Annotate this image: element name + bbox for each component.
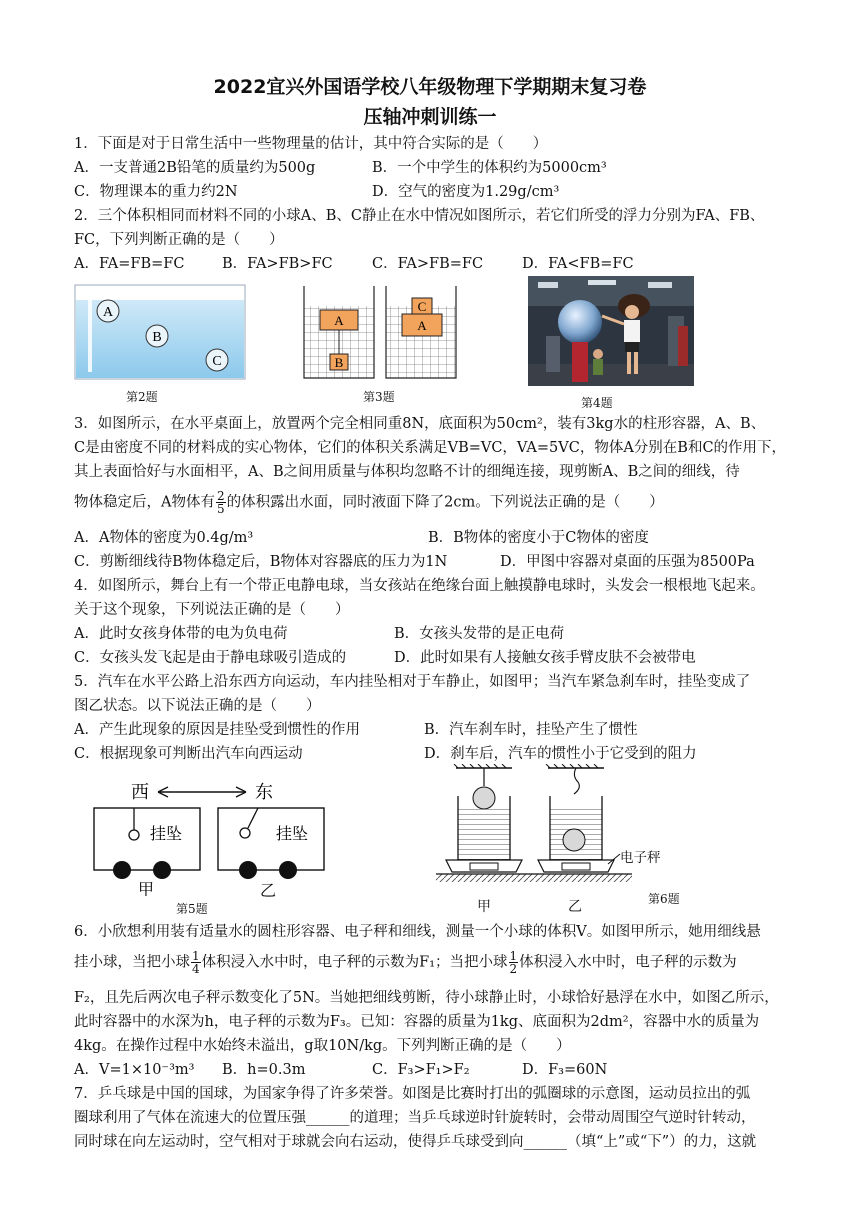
page-title: 2022宜兴外国语学校八年级物理下学期期末复习卷 (213, 76, 647, 98)
q6-option-b: B．h=0.3m (222, 1062, 306, 1078)
q3-block-b: B (334, 355, 344, 370)
q3-line-1: 3．如图所示，在水平桌面上，放置两个完全相同重8N，底面积为50cm²，装有3kg水的柱形容器，A、B、 (74, 416, 766, 432)
east-label: 东 (255, 782, 273, 803)
figure-q6 (432, 764, 692, 892)
q1-option-d: D．空气的密度为1.29g/cm³ (372, 184, 560, 200)
ball-a-label: A (102, 305, 114, 320)
figure-q2 (74, 284, 246, 380)
figure-q4-caption: 第4题 (581, 396, 613, 410)
q3-fraction (216, 490, 226, 515)
q6-fraction-half-numerator: 1 (509, 949, 518, 963)
figure-q4-photo (528, 276, 694, 386)
west-label: 西 (131, 782, 149, 803)
page-subtitle: 压轴冲刺训练一 (363, 106, 497, 128)
q5-line-2: 图乙状态。以下说法正确的是（ ） (74, 698, 321, 714)
q4-option-b: B．女孩头发带的是正电荷 (394, 626, 565, 642)
q6-line-4: 此时容器中的水深为h，电子秤的示数为F₃。已知：容器的质量为1kg、底面积为2dm²，容器中水的质量为 (74, 1014, 760, 1030)
q4-line-2: 关于这个现象，下列说法正确的是（ ） (74, 602, 350, 618)
q3-option-c: C．剪断细线待B物体稳定后，B物体对容器底的压力为1N (74, 554, 448, 570)
q3-option-d: D．甲图中容器对桌面的压强为8500Pa (500, 554, 755, 570)
figure-q3-caption: 第3题 (363, 390, 395, 404)
car-yi (218, 808, 324, 870)
q6-line-1: 6．小欣想利用装有适量水的圆柱形容器、电子秤和细线，测量一个小球的体积V。如图甲所示，她用细线悬 (74, 924, 761, 940)
q3-line-2: C是由密度不同的材料成的实心物体，它们的体积关系满足VB=VC，VA=5VC，物体A分别在B和C的作用下， (74, 440, 787, 456)
q6-option-d: D．F₃=60N (522, 1062, 608, 1078)
q4-option-c: C．女孩头发飞起是由于静电球吸引造成的 (74, 650, 347, 666)
q3-line-4-start: 物体稳定后，A物体有 (74, 494, 215, 511)
q3-option-a: A．A物体的密度为0.4g/m³ (74, 530, 254, 546)
q7-line-2: 圈球利用了气体在流速大的位置压强______的道理；当乒乓球逆时针旋转时，会带动周围空气逆时针转动， (74, 1110, 756, 1126)
q5-option-b: B．汽车刹车时，挂坠产生了惯性 (424, 722, 638, 738)
q3-block-a-left: A (334, 313, 344, 328)
q6-line-2-end: 体积浸入水中时，电子秤的示数为 (519, 954, 737, 971)
q3-block-a-right: A (417, 318, 427, 333)
q6-fraction-half-denominator: 2 (509, 962, 518, 976)
figure-q6-caption: 第6题 (648, 892, 680, 906)
q3-line-4-end: 的体积露出水面，同时液面下降了2cm。下列说法正确的是（ ） (226, 494, 664, 511)
q6-line-3: F₂，且先后两次电子秤示数变化了5N。当她把细线剪断，待小球静止时，小球恰好悬浮在水中，如图乙所示， (74, 990, 779, 1006)
q6-fraction-quarter-numerator: 1 (192, 949, 200, 963)
q2-option-b: B．FA>FB>FC (222, 256, 333, 272)
figure-q2-caption: 第2题 (126, 390, 158, 404)
q5-option-c: C．根据现象可判断出汽车向西运动 (74, 746, 303, 762)
q6-line-2-middle: 体积浸入水中时，电子秤的示数为F₁；当把小球 (201, 954, 508, 971)
q6-fraction-half (509, 950, 519, 975)
pendant-label-yi: 挂坠 (275, 824, 309, 843)
q3-fraction-numerator: 2 (216, 489, 225, 503)
q3-block-c: C (417, 299, 427, 314)
q1-stem: 1．下面是对于日常生活中一些物理量的估计，其中符合实际的是（ ） (74, 136, 548, 152)
scale-label: 电子秤 (620, 850, 661, 866)
figure-q3 (302, 284, 460, 380)
q6-fraction-quarter-denominator: 4 (192, 962, 200, 976)
q3-line-4 (74, 490, 664, 515)
pendant-label-jia: 挂坠 (149, 824, 183, 843)
figure-q5-caption: 第5题 (176, 902, 208, 916)
q6-line-5: 4kg。在操作过程中水始终未溢出，g取10N/kg。下列判断正确的是（ ） (74, 1038, 571, 1054)
q2-line-2: FC，下列判断正确的是（ ） (74, 232, 284, 248)
q2-option-c: C．FA>FB=FC (372, 256, 484, 272)
q4-line-1: 4．如图所示，舞台上有一个带正电静电球，当女孩站在绝缘台面上触摸静电球时，头发会一根根地飞起来。 (74, 578, 765, 594)
q3-line-3: 其上表面恰好与水面相平，A、B之间用质量与体积均忽略不计的细绳连接，现剪断A、B之间的细线，待 (74, 464, 740, 480)
q7-line-1: 7．乒乓球是中国的国球，为国家争得了许多荣誉。如图是比赛时打出的弧圈球的示意图，运动员拉出的弧 (74, 1086, 751, 1102)
q5-option-d: D．刹车后，汽车的惯性小于它受到的阻力 (424, 746, 697, 762)
q4-option-d: D．此时如果有人接触女孩手臂皮肤不会被带电 (394, 650, 696, 666)
q3-fraction-denominator: 5 (216, 502, 225, 516)
figure-q6-label-jia: 甲 (477, 899, 491, 915)
figure-q6-label-yi: 乙 (568, 899, 582, 915)
ball-b-label: B (152, 330, 162, 345)
q6-option-a: A．V=1×10⁻³m³ (74, 1062, 195, 1078)
q1-option-b: B．一个中学生的体积约为5000cm³ (372, 160, 607, 176)
q4-option-a: A．此时女孩身体带的电为负电荷 (74, 626, 288, 642)
q2-option-d: D．FA<FB=FC (522, 256, 634, 272)
q6-line-2 (74, 950, 737, 975)
q6-option-c: C．F₃>F₁>F₂ (372, 1062, 470, 1078)
q5-option-a: A．产生此现象的原因是挂坠受到惯性的作用 (74, 722, 360, 738)
car-jia (94, 808, 200, 870)
ball-c-label: C (212, 354, 222, 369)
q5-line-1: 5．汽车在水平公路上沿东西方向运动，车内挂坠相对于车静止，如图甲；当汽车紧急刹车时，挂坠变成了 (74, 674, 751, 690)
q1-option-c: C．物理课本的重力约2N (74, 184, 238, 200)
q6-fraction-quarter (191, 950, 201, 975)
q1-option-a: A．一支普通2B铅笔的质量约为500g (74, 160, 316, 176)
car-jia-label: 甲 (137, 880, 155, 896)
q6-line-2-start: 挂小球，当把小球 (74, 954, 190, 971)
q2-option-a: A．FA=FB=FC (74, 256, 185, 272)
car-yi-label: 乙 (260, 881, 277, 900)
q2-line-1: 2．三个体积相同而材料不同的小球A、B、C静止在水中情况如图所示，若它们所受的浮力分别为FA、FB、 (74, 208, 765, 224)
q3-option-b: B．B物体的密度小于C物体的密度 (428, 530, 649, 546)
figure-q5 (88, 776, 328, 896)
q7-line-3: 同时球在向左运动时，空气相对于球就会向右运动，使得乒乓球受到向______（填“上”或“下”）的力，这就 (74, 1134, 757, 1150)
